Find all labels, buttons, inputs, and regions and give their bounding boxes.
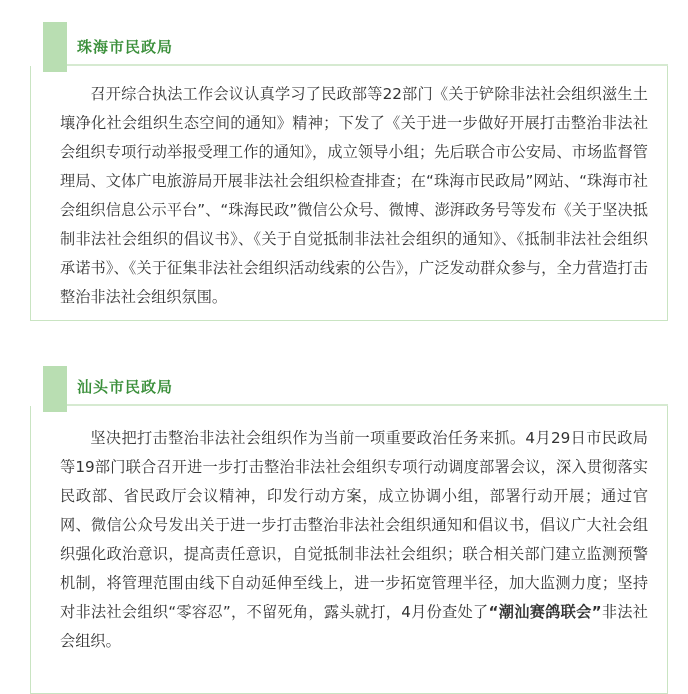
paragraph-text: 坚决把打击整治非法社会组织作为当前一项重要政治任务来抓。4月29日市民政局等19部门联合召开进一步打击整治非法社会组织专项行动调度部署会议，深入贯彻落实民政部、省民政厅会议精神，印发行动方案，成立协调小组，部署行动开展；通过官网、微信公众号发出关于进一步打击整治非法社会组织通知和倡议书，倡议广大社会组织强化政治意识，提高责任意识，自觉抵制非法社会组织；联合相关部门建立监测预警机制，将管理范围由线下自动延伸至线上，进一步拓宽管理半径，加大监测力度；坚持对非法社会组织“零容忍”，不留死角，露头就打，4月份查处了 xyxy=(60,429,648,621)
heading-accent-bar xyxy=(43,22,67,72)
section-paragraph xyxy=(60,424,648,656)
heading-underline xyxy=(43,64,668,66)
paragraph-text-end: 非法社会组织。 xyxy=(60,603,648,650)
section-title: 汕头市民政局 xyxy=(77,378,174,396)
highlighted-organization: “潮汕赛鸽联会” xyxy=(488,603,602,621)
heading-accent-bar xyxy=(43,366,67,412)
section-shantou xyxy=(0,340,688,693)
heading-underline xyxy=(43,404,668,406)
section-paragraph: 召开综合执法工作会议认真学习了民政部等22部门《关于铲除非法社会组织滋生土壤净化社会组织生态空间的通知》精神；下发了《关于进一步做好开展打击整治非法社会组织专项行动举报受理工作的通知》，成立领导小组；先后联合市公安局、市场监督管理局、文体广电旅游局开展非法社会组织检查排查；在“珠海市民政局”网站、“珠海市社会组织信息公示平台”、“珠海民政”微信公众号、微博、澎湃政务号等发布《关于坚决抵制非法社会组织的倡议书》、《关于自觉抵制非法社会组织的通知》、《抵制非法社会组织承诺书》、《关于征集非法社会组织活动线索的公告》，广泛发动群众参与，全力营造打击整治非法社会组织氛围。 xyxy=(60,85,648,306)
section-title: 珠海市民政局 xyxy=(77,38,174,56)
section-zhuhai xyxy=(0,0,688,320)
